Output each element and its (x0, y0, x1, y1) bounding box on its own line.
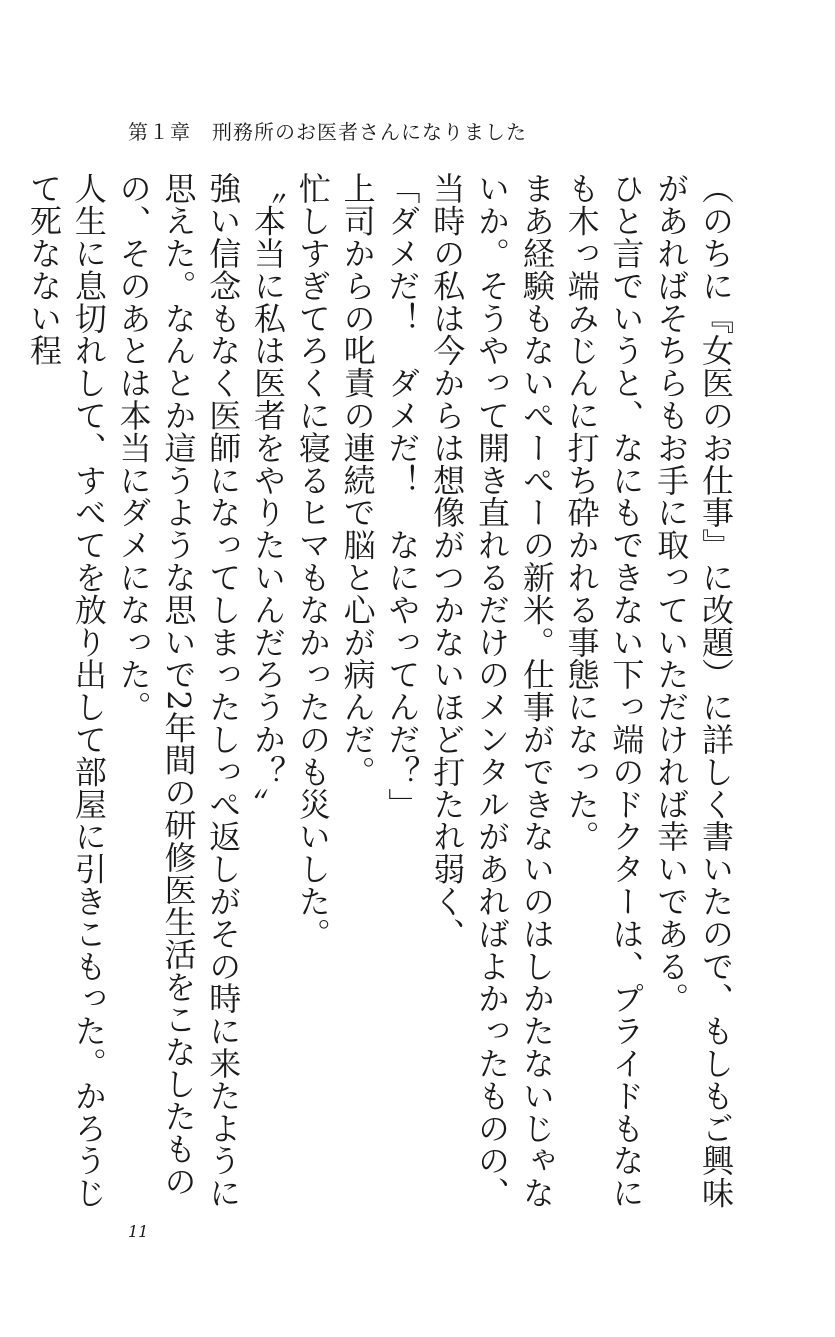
body-text (25, 172, 738, 1212)
paragraph-5: 上司からの叱責の連続で脳と心が病んだ。 (338, 172, 377, 788)
paragraph-6: 忙しすぎてろくに寝るヒマもなかったのも災いした。 (293, 172, 332, 950)
paragraph-7: 〝本当に私は医者をやりたいんだろうか？〟 (249, 172, 288, 820)
running-head: 第１章 刑務所のお医者さんになりました (128, 120, 527, 144)
paragraph-8: 強い信念もなく医師になってしまったしっぺ返しがその時に来たように思えた。なんとか這うような思いで2年間の研修医生活をこなしたものの、そのあとは本当にダメになった。 (114, 172, 243, 1209)
paragraph-1: （のちに『女医のお仕事』に改題）に詳しく書いたので、もしもご興味があればそちらもお手に取っていただければ幸いである。 (652, 172, 735, 1209)
page-number: 11 (128, 1222, 149, 1241)
paragraph-9: 人生に息切れして、すべてを放り出して部屋に引きこもった。かろうじて死なない程 (25, 172, 108, 1209)
paragraph-2: ひと言でいうと、なにもできない下っ端のドクターは、プライドもなにも木っ端みじんに打ち砕かれる事態になった。 (562, 172, 646, 1209)
paragraph-4: 「ダメだ！ ダメだ！ なにやってんだ？」 (383, 172, 422, 820)
paragraph-3: まあ経験もないぺーぺーの新米。仕事ができないのはしかたないじゃないか。そうやって開き直れるだけのメンタルがあればよかったものの、当時の私は今からは想像がつかないほど打たれ弱く、 (428, 172, 556, 1209)
